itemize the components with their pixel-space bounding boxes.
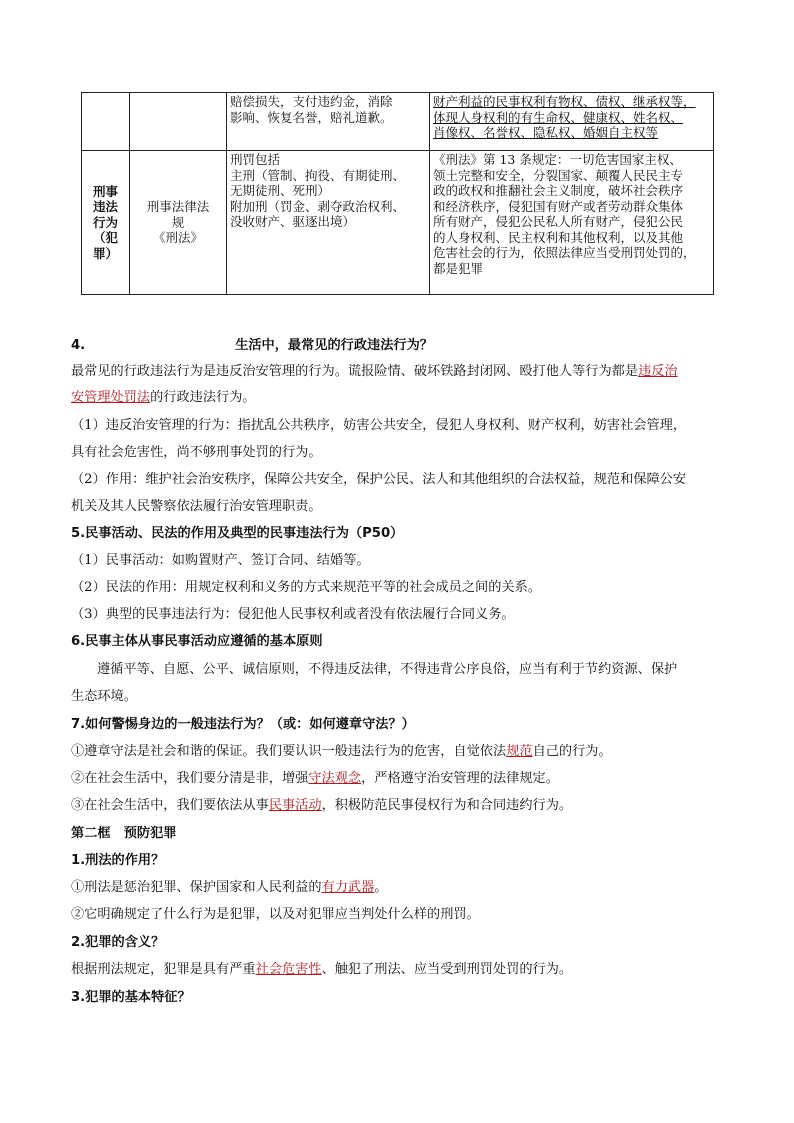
paragraph [71, 958, 727, 977]
list-item: 具有社会危害性，尚不够刑事处罚的行为。 [71, 445, 322, 460]
highlighted-term: 安管理处罚法 [71, 390, 151, 405]
list-item: （2）作用：维护社会治安秩序，保障公共安全，保护公民、法人和其他组织的合法权益，规范和保障公安 [71, 472, 687, 487]
definition-line: 政的政权和推翻社会主义制度，破坏社会秩序 [433, 183, 684, 198]
question-heading: 3.犯罪的基本特征？ [71, 990, 191, 1005]
highlighted-term: 有力武器 [321, 880, 375, 895]
penalty-line: 主刑（管制、拘役、有期徒刑、 [230, 167, 406, 183]
table-cell-law [130, 93, 227, 151]
remedy-line: 影响、恢复名誉，赔礼道歉。 [230, 109, 393, 125]
text-run: 的行政违法行为。 [150, 390, 256, 405]
text-run: ③在社会生活中，我们要依法从事 [71, 798, 269, 813]
list-item: （2）民法的作用：用规定权利和义务的方式来规范平等的社会成员之间的关系。 [71, 580, 541, 595]
list-item: （1）违反治安管理的行为：指扰乱公共秩序，妨害公共安全，侵犯人身权利、财产权利，妨害社会管理， [71, 418, 687, 433]
paragraph: 遵循平等、自愿、公平、诚信原则，不得违反法律，不得违背公序良俗，应当有利于节约资源、保护 [97, 662, 678, 677]
table-cell-law [130, 151, 227, 295]
rights-line: 肖像权、名誉权、隐私权、婚姻自主权等 [433, 125, 659, 140]
chapter-heading: 第二框 预防犯罪 [71, 826, 177, 841]
definition-line: 都是犯罪 [433, 260, 484, 276]
rights-line: 体现人身权利的有生命权、健康权、姓名权、 [433, 109, 684, 125]
definition-line: 危害社会的行为，依照法律应当受刑罚处罚的， [433, 245, 696, 260]
definition-line: 所有财产，侵犯公民私人所有财产，侵犯公民 [433, 214, 684, 229]
type-line: 违法 [92, 199, 118, 215]
section-number: 4. [71, 338, 86, 353]
table-cell-type [82, 93, 130, 151]
list-item: （3）典型的民事违法行为：侵犯他人民事权利或者没有依法履行合同义务。 [71, 607, 515, 622]
text-run: 最常见的行政违法行为是违反治安管理的行为。谎报险情、破坏铁路封闭网、殴打他人等行为都是 [71, 364, 639, 379]
text-run: 。 [374, 880, 388, 895]
section-6-heading: 6.民事主体从事民事活动应遵循的基本原则 [71, 634, 323, 649]
text-run: 根据刑法规定，犯罪是具有严重 [71, 962, 256, 977]
rights-line: 财产利益的民事权利有物权、债权、继承权等， [433, 94, 696, 109]
list-item [71, 740, 727, 759]
highlighted-term: 规范 [506, 744, 533, 759]
text-run: ①遵章守法是社会和谐的保证。我们要认识一般违法行为的危害，自觉依法 [71, 744, 507, 759]
law-line: 《刑法》 [152, 230, 203, 246]
list-item [71, 767, 727, 786]
question-heading: 2.犯罪的含义？ [71, 935, 165, 950]
definition-line: 的人身权利、民主权利和其他权利，以及其他 [433, 229, 684, 245]
text-run: ①刑法是惩治犯罪、保护国家和人民利益的 [71, 880, 322, 895]
text-run: ，严格遵守治安管理的法律规定。 [361, 771, 559, 786]
highlighted-term: 守法观念 [308, 771, 362, 786]
penalty-line: 附加刑（罚金、剥夺政治权利、 [230, 198, 406, 214]
text-run: ，积极防范民事侵权行为和合同违约行为。 [321, 798, 573, 813]
list-item [71, 876, 727, 895]
law-line: 刑事法律法 [146, 199, 210, 215]
paragraph [71, 386, 727, 405]
list-item: 机关及其人民警察依法履行治安管理职责。 [71, 499, 322, 514]
highlighted-term: 社会危害性 [255, 962, 322, 977]
penalty-line: 刑罚包括 [230, 152, 281, 167]
table-cell-penalty [227, 151, 430, 295]
list-item: ②它明确规定了什么行为是犯罪，以及对犯罪应当判处什么样的刑罚。 [71, 907, 480, 922]
definition-line: 和经济秩序，侵犯国有财产或者劳动群众集体 [433, 198, 684, 214]
section-title: 生活中，最常见的行政违法行为？ [235, 338, 433, 353]
type-line: 刑事 [92, 183, 118, 199]
penalty-line: 无期徒刑、死刑） [230, 183, 331, 198]
definition-line: 领土完整和安全，分裂国家、颠覆人民民主专 [433, 167, 684, 183]
remedy-line: 赔偿损失，支付违约金，消除 [230, 94, 393, 109]
type-line: 罪） [92, 245, 118, 261]
law-line: 规 [171, 214, 185, 230]
section-7-heading: 7.如何警惕身边的一般违法行为？（或：如何遵章守法？） [71, 717, 415, 732]
paragraph [71, 360, 727, 379]
text-run: ②在社会生活中，我们要分清是非，增强 [71, 771, 309, 786]
text-run: 自己的行为。 [532, 744, 612, 759]
penalty-line: 没收财产、驱逐出境） [230, 214, 356, 229]
type-line: 行为 [92, 214, 118, 230]
highlighted-term: 违反治 [638, 364, 678, 379]
section-5-heading: 5.民事活动、民法的作用及典型的民事违法行为（P50） [71, 526, 404, 541]
text-run: 、触犯了刑法、应当受到刑罚处罚的行为。 [321, 962, 573, 977]
question-heading: 1.刑法的作用？ [71, 853, 165, 868]
highlighted-term: 民事活动 [268, 798, 322, 813]
section-4-heading [71, 334, 727, 353]
definition-line: 《刑法》第 13 条规定：一切危害国家主权、 [433, 152, 682, 167]
table-cell-rights [430, 93, 714, 151]
table-row [82, 151, 714, 295]
table-cell-remedy [227, 93, 430, 151]
list-item [71, 794, 727, 813]
paragraph: 生态环境。 [71, 689, 137, 704]
list-item: （1）民事活动：如购置财产、签订合同、结婚等。 [71, 553, 370, 568]
law-comparison-table [81, 92, 714, 295]
table-cell-type [82, 151, 130, 295]
table-row [82, 93, 714, 151]
table-cell-definition [430, 151, 714, 295]
type-line: （犯 [92, 230, 118, 246]
